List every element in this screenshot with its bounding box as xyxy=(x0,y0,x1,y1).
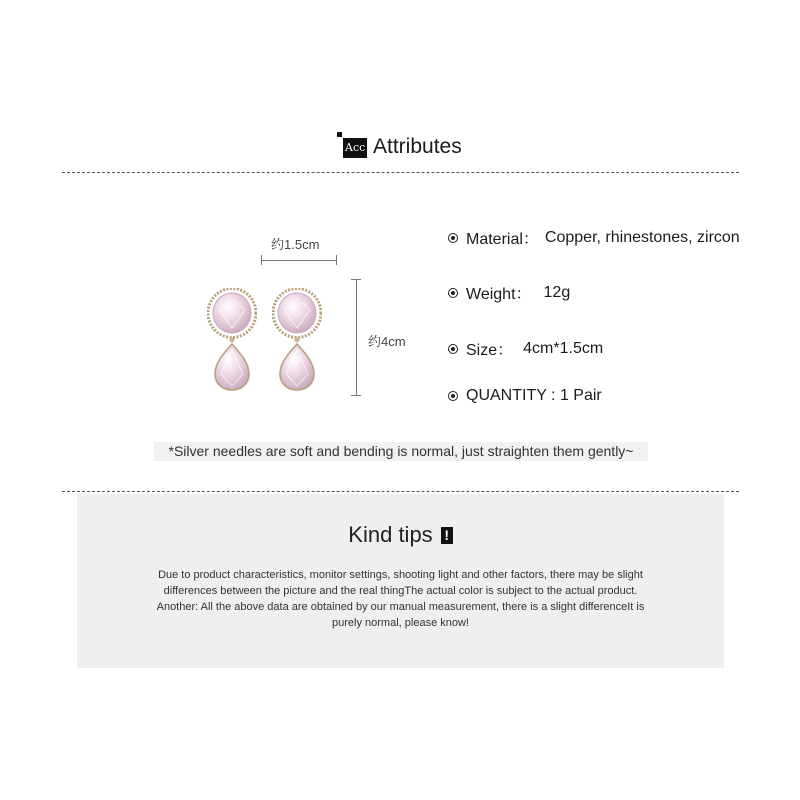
divider-bottom xyxy=(62,491,739,492)
width-cap-left xyxy=(261,255,262,265)
width-cap-right xyxy=(336,255,337,265)
attr-material xyxy=(448,226,740,249)
attr-size-value: 4cm*1.5cm xyxy=(523,339,604,357)
height-cap-bottom xyxy=(351,395,361,396)
kind-tips-text xyxy=(113,567,688,631)
attr-material-value: Copper, rhinestones, zircon xyxy=(544,228,740,246)
height-line xyxy=(356,279,357,395)
attr-weight-label: Weight： xyxy=(466,286,532,303)
height-label: 约4cm xyxy=(368,334,406,349)
kind-tips-panel xyxy=(77,494,724,668)
attr-material-label: Material： xyxy=(466,231,539,248)
attr-quantity-label: QUANTITY : 1 Pair xyxy=(466,387,602,404)
exclamation-icon: ! xyxy=(441,527,453,544)
kind-tips-heading xyxy=(77,522,724,548)
earring-left-image xyxy=(207,288,257,392)
care-note: *Silver needles are soft and bending is normal, just straighten them gently~ xyxy=(154,442,648,461)
attr-quantity xyxy=(448,387,602,405)
attr-weight xyxy=(448,281,570,304)
earring-right-image xyxy=(272,288,322,392)
width-label: 约1.5cm xyxy=(271,237,320,252)
divider-top xyxy=(62,172,739,173)
bullet-icon xyxy=(448,344,458,354)
bullet-icon xyxy=(448,391,458,401)
tips-line: Another: All the above data are obtained by our manual measurement, there is a slight differenceIt is xyxy=(156,601,645,613)
heading-badge: Acc xyxy=(343,138,367,158)
kind-tips-title: Kind tips xyxy=(348,522,433,547)
heading-title: Attributes xyxy=(373,135,462,158)
height-cap-top xyxy=(351,279,361,280)
tips-line: differences between the picture and the real thingThe actual color is subject to the actual product. xyxy=(163,585,638,597)
width-line xyxy=(261,260,336,261)
attr-weight-value: 12g xyxy=(543,283,571,301)
bullet-icon xyxy=(448,233,458,243)
attr-size xyxy=(448,337,603,360)
heading-dot-icon xyxy=(337,132,342,137)
tips-line: Due to product characteristics, monitor settings, shooting light and other factors, there may be slight xyxy=(158,569,643,581)
bullet-icon xyxy=(448,288,458,298)
attr-size-label: Size： xyxy=(466,342,514,359)
tips-line: purely normal, please know! xyxy=(332,617,469,629)
